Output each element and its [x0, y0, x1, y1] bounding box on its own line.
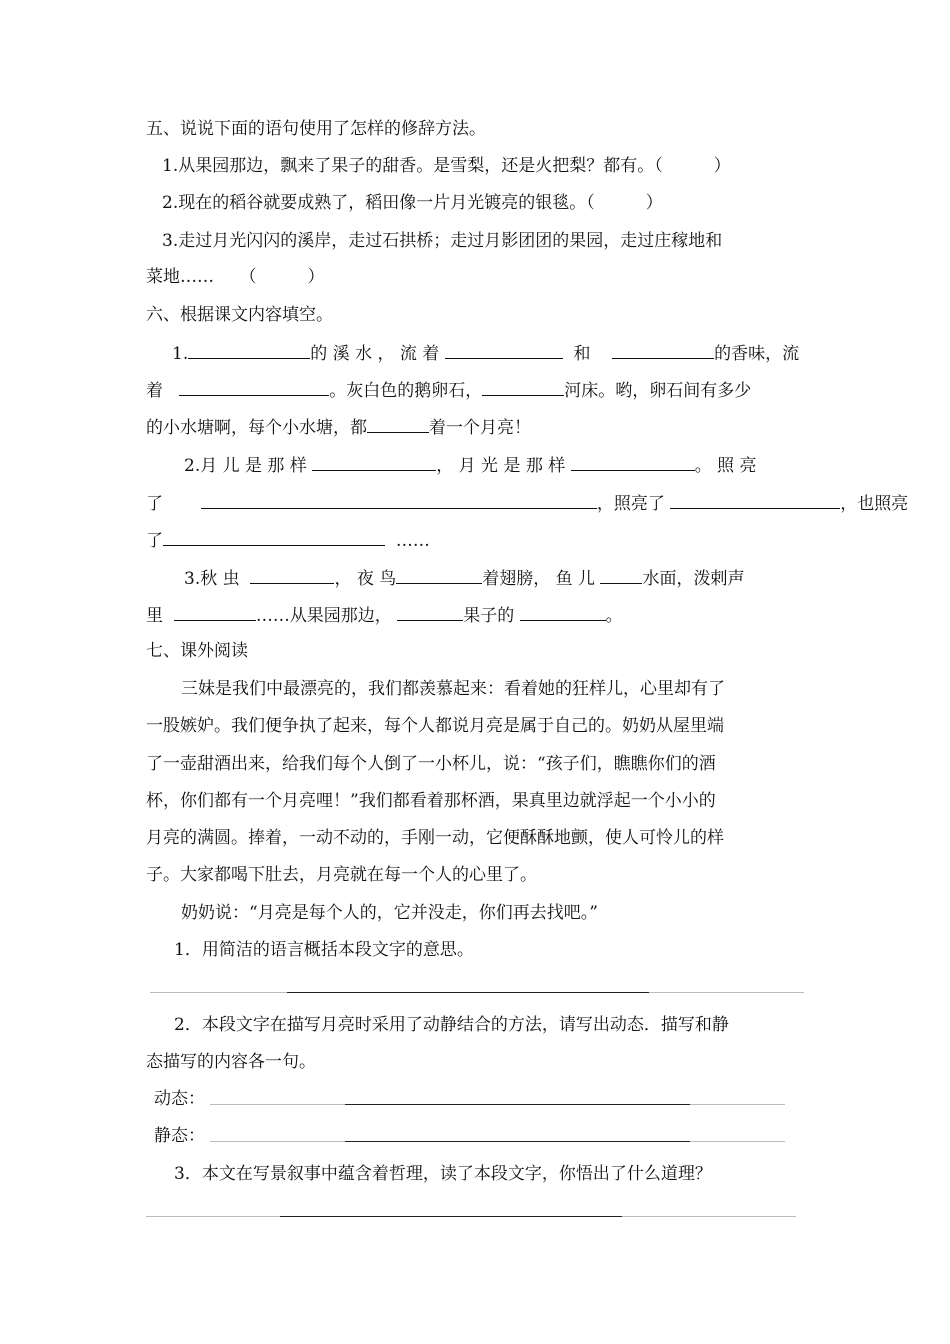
s6-q2-text: 2.月 儿 是 那 样 [184, 456, 307, 476]
passage-line: 一股嫉妒。我们便争执了起来，每个人都说月亮是属于自己的。奶奶从屋里端 [146, 716, 724, 736]
fill-blank[interactable] [188, 340, 310, 359]
s5-question-3: 3.走过月光闪闪的溪岸，走过石拱桥；走过月影团团的果园，走过庄稼地和 [162, 231, 723, 251]
s6-q1-line-1 [172, 340, 799, 366]
s7-question-2-cont: 态描写的内容各一句。 [146, 1052, 316, 1072]
dongtai-label: 动态： [154, 1089, 205, 1109]
section-6-heading: 六、根据课文内容填空。 [146, 305, 333, 325]
fill-blank[interactable] [520, 602, 606, 621]
section-5-heading: 五、说说下面的语句使用了怎样的修辞方法。 [146, 119, 486, 139]
s6-q1-number: 1. [172, 344, 189, 364]
answer-line-ink [287, 992, 649, 993]
passage-line: 子。大家都喝下肚去，月亮就在每一个人的心里了。 [146, 865, 537, 885]
fill-blank[interactable] [612, 340, 714, 359]
s6-q2-line-2 [146, 490, 908, 516]
s6-q3-text: 水面，泼剌声 [642, 569, 745, 589]
passage-line: 了一壶甜酒出来，给我们每个人倒了一小杯儿，说：“孩子们，瞧瞧你们的酒 [146, 754, 716, 774]
jingtai-label: 静态： [154, 1126, 205, 1146]
s5-question-3-cont: 菜地…… （ ） [146, 267, 325, 287]
s6-q3-text: 着翅膀， 鱼 儿 [482, 569, 596, 589]
fill-blank[interactable] [445, 340, 563, 359]
answer-line-ink [345, 1104, 690, 1105]
s6-q1-text: 。灰白色的鹅卵石， [329, 381, 483, 401]
s6-q3-line-2 [146, 602, 623, 628]
s7-question-2: 2．本段文字在描写月亮时采用了动静结合的方法，请写出动态．描写和静 [174, 1015, 729, 1035]
s6-q1-text: 河床。哟，卵石间有多少 [564, 381, 752, 401]
s6-q1-text: 着一个月亮！ [429, 418, 531, 438]
fill-blank[interactable] [312, 452, 436, 471]
fill-blank[interactable] [482, 377, 564, 396]
section-7-heading: 七、课外阅读 [146, 641, 248, 661]
fill-blank[interactable] [367, 414, 429, 433]
s6-q2-line-1 [184, 452, 757, 478]
answer-line-ink [280, 1216, 622, 1217]
fill-blank[interactable] [670, 490, 840, 509]
s6-q1-line-3 [146, 414, 531, 440]
s7-question-3: 3．本文在写景叙事中蕴含着哲理，读了本段文字，你悟出了什么道理？ [174, 1164, 712, 1184]
s6-q3-text: 果子的 [463, 606, 515, 626]
fill-blank[interactable] [174, 602, 256, 621]
s6-q1-line-2 [146, 377, 751, 403]
s6-q3-line-1 [184, 565, 744, 591]
s6-q3-text: 3.秋 虫 [184, 569, 240, 589]
s6-q3-text: 。 [605, 606, 623, 626]
s6-q2-text: 了 [146, 531, 163, 551]
fill-blank[interactable] [571, 452, 695, 471]
s6-q1-text: 的香味，流 [714, 344, 800, 364]
s6-q2-text: ， 月 光 是 那 样 [436, 456, 566, 476]
answer-line-ink [345, 1141, 690, 1142]
s6-q2-text: …… [395, 531, 430, 551]
passage-line: 月亮的满圆。捧着，一动不动的，手刚一动，它便酥酥地颤，使人可怜儿的样 [146, 828, 724, 848]
fill-blank[interactable] [397, 602, 463, 621]
s6-q1-text: 的 溪 水 ， 流 着 [310, 344, 440, 364]
passage-line: 奶奶说：“月亮是每个人的，它并没走，你们再去找吧。” [181, 903, 598, 923]
s6-q1-text: 着 [146, 381, 163, 401]
s6-q2-text: 了 [146, 494, 163, 514]
s6-q1-text: 和 [573, 344, 591, 364]
fill-blank[interactable] [250, 565, 334, 584]
s5-question-2: 2.现在的稻谷就要成熟了，稻田像一片月光镀亮的银毯。（ ） [162, 193, 663, 213]
s6-q2-text: ，照亮了 [596, 494, 665, 514]
fill-blank[interactable] [163, 527, 385, 546]
fill-blank[interactable] [396, 565, 482, 584]
s6-q3-text: 里 [146, 606, 163, 626]
passage-line: 三妹是我们中最漂亮的，我们都羡慕起来：看着她的狂样儿，心里却有了 [181, 679, 725, 699]
s6-q3-text: ， 夜 鸟 [334, 569, 397, 589]
fill-blank[interactable] [600, 565, 642, 584]
passage-line: 杯，你们都有一个月亮哩！”我们都看着那杯酒，果真里边就浮起一个小小的 [146, 791, 716, 811]
s6-q2-text: 。 照 亮 [694, 456, 757, 476]
s5-question-1: 1.从果园那边，飘来了果子的甜香。是雪梨，还是火把梨？都有。（ ） [162, 156, 731, 176]
s6-q3-text: ……从果园那边， [255, 606, 392, 626]
fill-blank[interactable] [179, 377, 329, 396]
s7-question-1: 1．用简洁的语言概括本段文字的意思。 [174, 940, 474, 960]
s6-q1-text: 的小水塘啊，每个小水塘，都 [146, 418, 367, 438]
fill-blank[interactable] [201, 490, 597, 509]
s6-q2-text: ，也照亮 [840, 494, 909, 514]
s6-q2-line-3 [146, 527, 430, 553]
